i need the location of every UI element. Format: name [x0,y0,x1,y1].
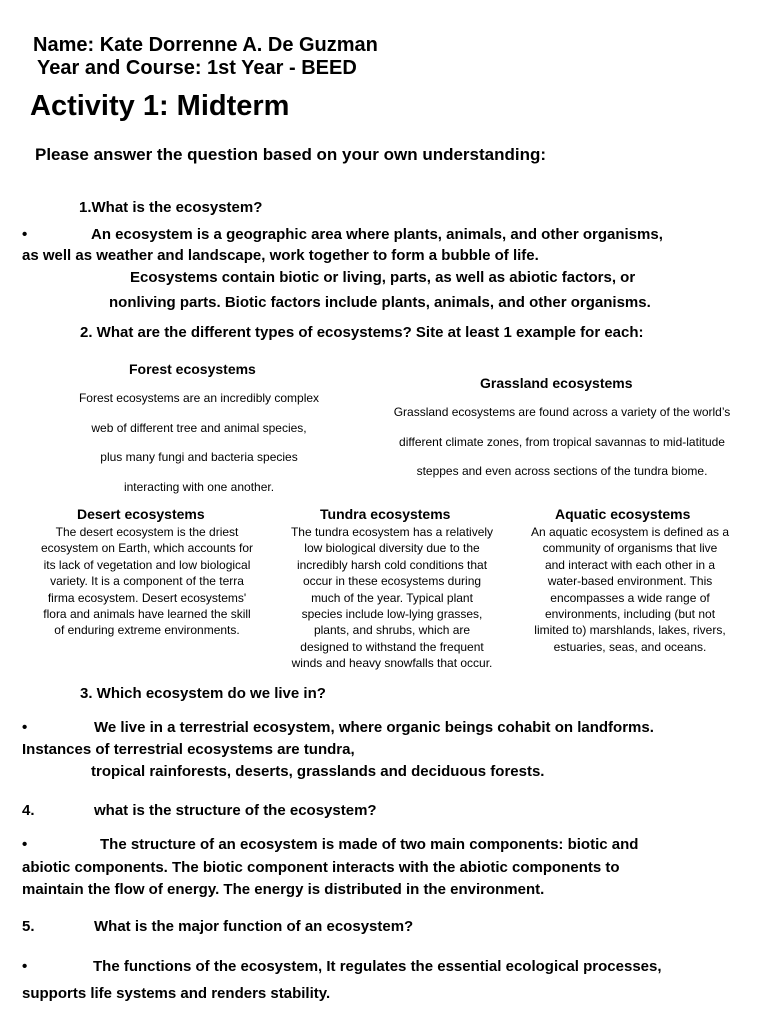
answer-3-line-2: Instances of terrestrial ecosystems are tundra, [22,741,355,758]
answer-1-line-1: An ecosystem is a geographic area where plants, animals, and other organisms, [91,226,663,243]
aquatic-text: An aquatic ecosystem is defined as a community of organisms that live and interact with each other in a water-based environment. This encompasses a wide range of environments, including (but not limited to) marshlands, lakes, rivers, estuaries, seas, and oceans. [530,525,730,654]
bullet: • [22,836,28,853]
question-2: 2. What are the different types of ecosystems? Site at least 1 example for each: [80,324,644,341]
answer-1-line-3: Ecosystems contain biotic or living, parts, as well as abiotic factors, or [130,269,636,286]
tundra-text: The tundra ecosystem has a relatively low biological diversity due to the incredibly harsh cold conditions that occur in these ecosystems during much of the year. Typical plant species include low-lying grasses, plants, and shrubs, which are designed to withstand the frequent winds and heavy snowfalls that occur. [290,525,494,671]
student-name: Name: Kate Dorrenne A. De Guzman [33,34,378,56]
tundra-heading: Tundra ecosystems [320,506,451,522]
instruction: Please answer the question based on your own understanding: [35,145,547,164]
bullet: • [22,958,28,975]
answer-4-line-1: The structure of an ecosystem is made of two main components: biotic and [100,836,639,853]
answer-5-line-1: The functions of the ecosystem, It regulates the essential ecological processes, [93,958,662,975]
grassland-text: Grassland ecosystems are found across a variety of the world’s different climate zones, from tropical savannas to mid-latitude steppes and even across sections of the tundra biome. [393,405,731,478]
forest-heading: Forest ecosystems [129,361,256,377]
answer-3-line-3: tropical rainforests, deserts, grasslands and deciduous forests. [91,763,545,780]
answer-4-line-2: abiotic components. The biotic component interacts with the abiotic components to [22,859,620,876]
year-and-course: Year and Course: 1st Year - BEED [37,57,357,79]
answer-3-line-1: We live in a terrestrial ecosystem, where organic beings cohabit on landforms. [94,719,654,736]
answer-4-line-3: maintain the flow of energy. The energy is distributed in the environment. [22,881,545,898]
desert-heading: Desert ecosystems [77,506,205,522]
grassland-heading: Grassland ecosystems [480,375,633,391]
question-1: 1.What is the ecosystem? [79,199,263,216]
question-3: 3. Which ecosystem do we live in? [80,685,326,702]
forest-text: Forest ecosystems are an incredibly complex web of different tree and animal species, plus many fungi and bacteria species interacting with one another. [78,391,320,494]
answer-5-line-2: supports life systems and renders stability. [22,985,331,1002]
desert-text: The desert ecosystem is the driest ecosystem on Earth, which accounts for its lack of vegetation and low biological variety. It is a component of the terra firma ecosystem. Desert ecosystems' flora and animals have learned the skill of enduring extreme environments. [40,525,254,638]
question-4-number: 4. [22,802,35,819]
page-title: Activity 1: Midterm [30,90,290,122]
answer-1-line-4: nonliving parts. Biotic factors include plants, animals, and other organisms. [109,294,651,311]
aquatic-heading: Aquatic ecosystems [555,506,691,522]
bullet: • [22,226,28,243]
answer-1-line-2: as well as weather and landscape, work together to form a bubble of life. [22,247,539,264]
question-4: what is the structure of the ecosystem? [94,802,377,819]
question-5-number: 5. [22,918,35,935]
bullet: • [22,719,28,736]
question-5: What is the major function of an ecosystem? [94,918,414,935]
